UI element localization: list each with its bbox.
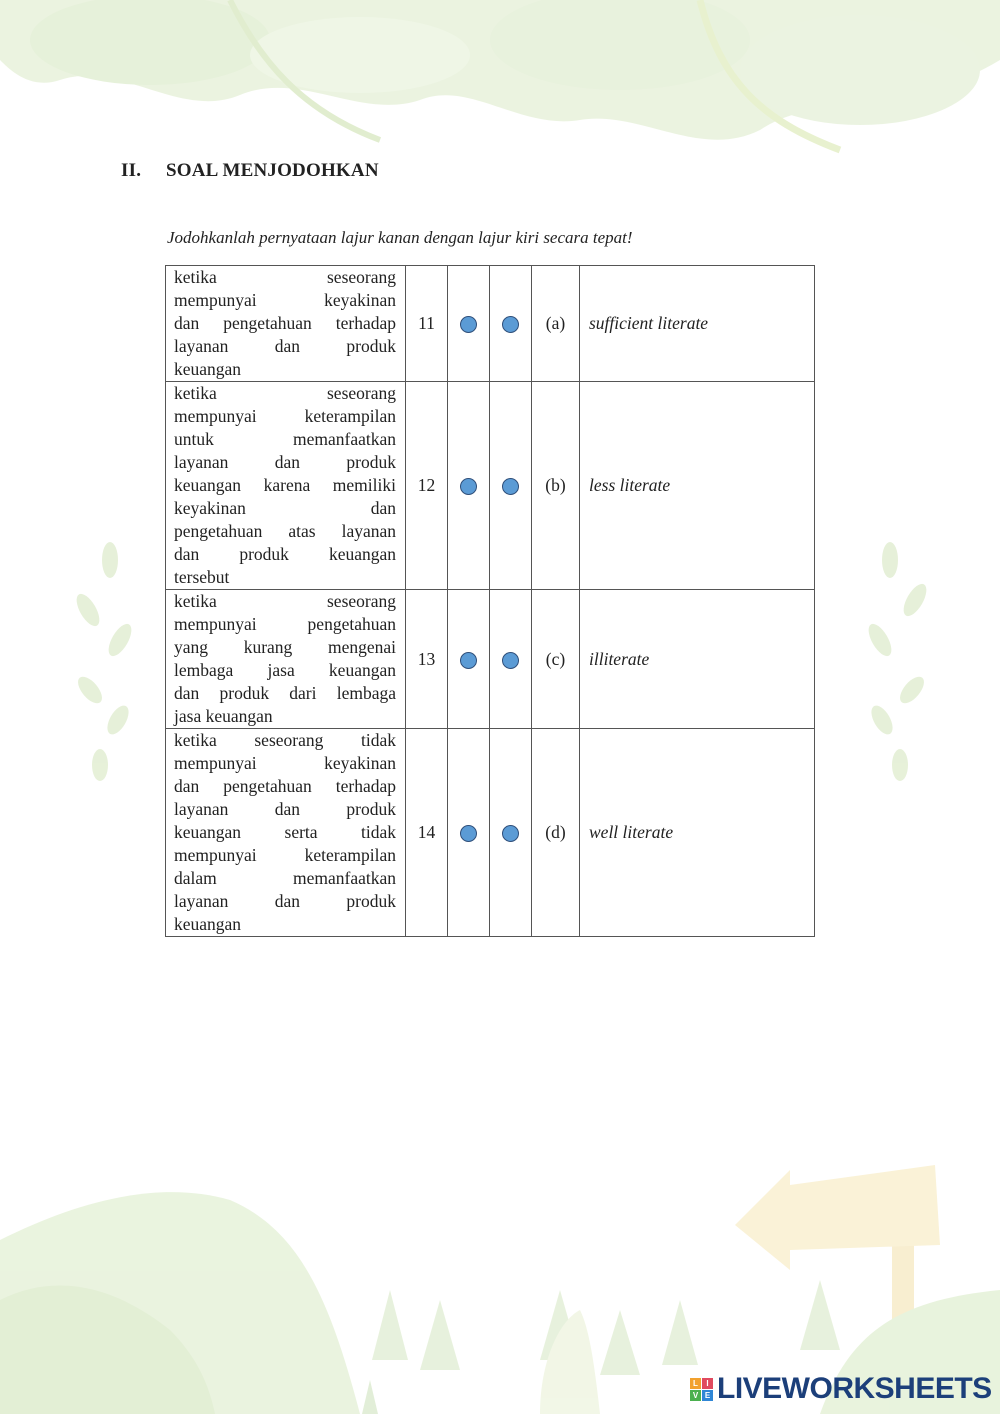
left-connector-cell (448, 590, 490, 729)
answer-option: sufficient literate (580, 266, 815, 382)
instruction-text: Jodohkanlah pernyataan lajur kanan dengan lajur kiri secara tepat! (167, 228, 633, 247)
statement-line: dan pengetahuan terhadap (174, 776, 396, 796)
logo-grid-icon: L I V E (690, 1378, 713, 1401)
statement-line: keuangan serta tidak (174, 822, 396, 842)
question-number: 13 (406, 590, 448, 729)
statement-line: keuangan (174, 359, 242, 379)
statement-line: yang kurang mengenai (174, 637, 396, 657)
statement-line: ketika seseorang (174, 267, 396, 287)
answer-letter: (d) (532, 729, 580, 937)
statement-line: dan pengetahuan terhadap (174, 313, 396, 333)
statement-line: untuk memanfaatkan (174, 429, 396, 449)
question-number: 14 (406, 729, 448, 937)
match-row (166, 382, 815, 590)
statement-line: dan produk dari lembaga (174, 683, 396, 703)
left-connector-cell (448, 266, 490, 382)
statement-line: layanan dan produk (174, 452, 396, 472)
question-number: 12 (406, 382, 448, 590)
statement-line: layanan dan produk (174, 336, 396, 356)
statement-line: mempunyai pengetahuan (174, 614, 396, 634)
statement-line: ketika seseorang (174, 591, 396, 611)
match-row (166, 590, 815, 729)
section-title: SOAL MENJODOHKAN (166, 160, 379, 181)
answer-option: well literate (580, 729, 815, 937)
answer-letter: (b) (532, 382, 580, 590)
right-match-dot[interactable] (502, 652, 519, 669)
logo-text: LIVEWORKSHEETS (717, 1372, 992, 1405)
statement-line: jasa keuangan (174, 706, 273, 726)
statement-cell (166, 266, 406, 382)
statement-cell (166, 590, 406, 729)
right-connector-cell (490, 729, 532, 937)
statement-line: keuangan (174, 914, 242, 934)
section-number: II. (121, 160, 142, 181)
statement-line: layanan dan produk (174, 891, 396, 911)
statement-line: ketika seseorang tidak (174, 730, 396, 750)
statement-line: mempunyai keterampilan (174, 406, 396, 426)
left-match-dot[interactable] (460, 825, 477, 842)
statement-line: keuangan karena memiliki (174, 475, 396, 495)
answer-option: illiterate (580, 590, 815, 729)
left-connector-cell (448, 382, 490, 590)
right-match-dot[interactable] (502, 825, 519, 842)
liveworksheets-logo (690, 1372, 992, 1406)
left-match-dot[interactable] (460, 478, 477, 495)
right-connector-cell (490, 266, 532, 382)
statement-line: ketika seseorang (174, 383, 396, 403)
statement-line: lembaga jasa keuangan (174, 660, 396, 680)
answer-option: less literate (580, 382, 815, 590)
matching-table (165, 265, 815, 937)
match-row (166, 266, 815, 382)
match-row (166, 729, 815, 937)
statement-line: tersebut (174, 567, 230, 587)
statement-line: keyakinan dan (174, 498, 396, 518)
right-connector-cell (490, 590, 532, 729)
statement-cell (166, 729, 406, 937)
right-match-dot[interactable] (502, 478, 519, 495)
left-match-dot[interactable] (460, 316, 477, 333)
left-connector-cell (448, 729, 490, 937)
answer-letter: (c) (532, 590, 580, 729)
right-match-dot[interactable] (502, 316, 519, 333)
section-heading (121, 160, 379, 182)
answer-letter: (a) (532, 266, 580, 382)
statement-cell (166, 382, 406, 590)
left-match-dot[interactable] (460, 652, 477, 669)
statement-line: dan produk keuangan (174, 544, 396, 564)
statement-line: mempunyai keyakinan (174, 753, 396, 773)
statement-line: mempunyai keyakinan (174, 290, 396, 310)
statement-line: layanan dan produk (174, 799, 396, 819)
statement-line: pengetahuan atas layanan (174, 521, 396, 541)
question-number: 11 (406, 266, 448, 382)
statement-line: mempunyai keterampilan (174, 845, 396, 865)
statement-line: dalam memanfaatkan (174, 868, 396, 888)
right-connector-cell (490, 382, 532, 590)
